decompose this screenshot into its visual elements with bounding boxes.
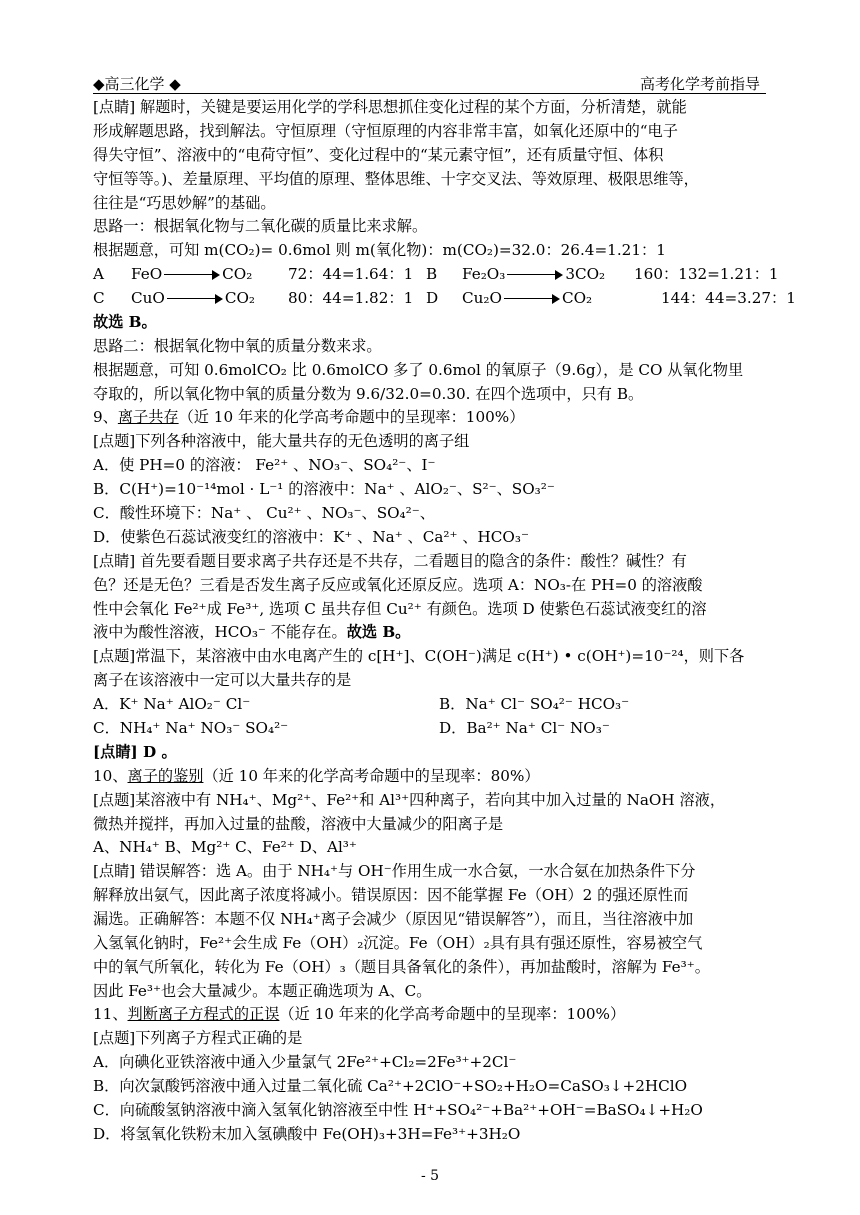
text-line: A、NH₄⁺ B、Mg²⁺ C、Fe²⁺ D、Al³⁺ — [93, 838, 357, 856]
text-line: 因此 Fe³⁺也会大量减少。本题正确选项为 A、C。 — [93, 982, 432, 1000]
answer-line: 故选 B。 — [93, 313, 157, 331]
section-number: 11、 — [93, 1005, 128, 1023]
text-line: A．使 PH=0 的溶液： Fe²⁺ 、NO₃⁻、SO₄²⁻、I⁻ — [93, 456, 436, 474]
text-line: [点睛] 解题时，关键是要运用化学的学科思想抓住变化过程的某个方面，分析清楚，就能 — [93, 98, 687, 116]
text-line: [点题]某溶液中有 NH₄⁺、Mg²⁺、Fe²⁺和 Al³⁺四种离子，若向其中加入过量的 NaOH 溶液， — [93, 791, 726, 809]
text-line: 得失守恒”、溶液中的“电荷守恒”、变化过程中的“某元素守恒”，还有质量守恒、体积 — [93, 146, 664, 164]
text-span: 液中为酸性溶液，HCO₃⁻ 不能存在。 — [93, 623, 347, 641]
text-line: 根据题意，可知 0.6molCO₂ 比 0.6molCO 多了 0.6mol 的氧原子（9.6g），是 CO 从氧化物里 — [93, 361, 744, 379]
section-title: 离子共存 — [117, 408, 179, 426]
header-right: 高考化学考前指导 — [639, 75, 760, 93]
text-line: 守恒等等。)、差量原理、平均值的原理、整体思维、十字交叉法、等效原理、极限思维等， — [93, 170, 699, 188]
text-line — [93, 623, 773, 641]
text-line: 中的氧气所氧化，转化为 Fe（OH）₃（题目具备氧化的条件），再加盐酸时，溶解为 Fe³⁺。 — [93, 958, 710, 976]
text-line: 色？还是无色？三看是否发生离子反应或氧化还原反应。选项 A：NO₃-在 PH=0 的溶液酸 — [93, 576, 703, 594]
formula-right: CO₂ — [224, 289, 256, 307]
section-note: （近 10 年来的化学高考命题中的呈现率：80%） — [203, 767, 540, 785]
text-line: 漏选。正确解答：本题不仅 NH₄⁺离子会减少（原因见“错误解答”），而且，当往溶液中加 — [93, 910, 694, 928]
text-line: 形成解题思路，找到解法。守恒原理（守恒原理的内容非常丰富，如氧化还原中的“电子 — [93, 122, 678, 140]
option-a: A．K⁺ Na⁺ AlO₂⁻ Cl⁻ — [93, 695, 251, 713]
section-number: 10、 — [93, 767, 128, 785]
section-heading — [93, 408, 773, 426]
text-line: 离子在该溶液中一定可以大量共存的是 — [93, 671, 352, 689]
section-number: 9、 — [93, 408, 118, 426]
text-line: 夺取的，所以氧化物中氧的质量分数为 9.6/32.0=0.30. 在四个选项中，只有 B。 — [93, 385, 644, 403]
option-label: C — [93, 289, 105, 307]
formula-left: CuO — [131, 289, 165, 307]
formula — [131, 265, 252, 283]
option-label: B — [426, 265, 438, 283]
text-line: 思路二：根据氧化物中氧的质量分数来求。 — [93, 337, 382, 355]
section-heading — [93, 1005, 773, 1023]
text-line: D．将氢氧化铁粉末加入氢碘酸中 Fe(OH)₃+3H=Fe³⁺+3H₂O — [93, 1125, 521, 1143]
arrow-icon — [164, 270, 220, 280]
page-number: - 5 — [420, 1168, 440, 1184]
text-line: A．向碘化亚铁溶液中通入少量氯气 2Fe²⁺+Cl₂=2Fe³⁺+2Cl⁻ — [93, 1053, 517, 1071]
arrow-icon — [504, 294, 560, 304]
formula-left: Fe₂O₃ — [462, 265, 506, 283]
text-line: [点睛] 错误解答：选 A。由于 NH₄⁺与 OH⁻作用生成一水合氨，一水合氨在加热条件下分 — [93, 862, 696, 880]
formula-right: 3CO₂ — [565, 265, 606, 283]
text-line: C．酸性环境下：Na⁺ 、 Cu²⁺ 、NO₃⁻、SO₄²⁻、 — [93, 504, 435, 522]
formula — [462, 289, 592, 307]
header-left: ◆高三化学 ◆ — [93, 75, 181, 93]
text-line: 根据题意，可知 m(CO₂)= 0.6mol 则 m(氧化物)：m(CO₂)=32.0：26.4=1.21：1 — [93, 241, 666, 259]
text-line: 往往是“巧思妙解”的基础。 — [93, 194, 276, 212]
section-heading — [93, 767, 773, 785]
ratio: 144：44=3.27：1 — [661, 289, 796, 307]
formula-right: CO₂ — [561, 289, 593, 307]
formula-left: FeO — [131, 265, 163, 283]
option-label: D — [426, 289, 439, 307]
text-line: D．使紫色石蕊试液变红的溶液中：K⁺ 、Na⁺ 、Ca²⁺ 、HCO₃⁻ — [93, 528, 529, 546]
ratio: 72：44=1.64：1 — [288, 265, 414, 283]
text-line: [点题]常温下，某溶液中由水电离产生的 c[H⁺]、C(OH⁻)满足 c(H⁺) • c(OH⁺)=10⁻²⁴，则下各 — [93, 647, 745, 665]
text-line: 思路一：根据氧化物与二氧化碳的质量比来求解。 — [93, 217, 428, 235]
formula-left: Cu₂O — [462, 289, 502, 307]
text-line: B．向次氯酸钙溶液中通入过量二氧化硫 Ca²⁺+2ClO⁻+SO₂+H₂O=CaSO₃↓+2HClO — [93, 1077, 688, 1095]
section-title: 判断离子方程式的正误 — [127, 1005, 280, 1023]
section-note: （近 10 年来的化学高考命题中的呈现率：100%） — [178, 408, 525, 426]
text-line: 微热并搅拌，再加入过量的盐酸，溶液中大量减少的阳离子是 — [93, 815, 504, 833]
text-line: C．向硫酸氢钠溶液中滴入氢氧化钠溶液至中性 H⁺+SO₄²⁻+Ba²⁺+OH⁻=BaSO₄↓+H₂O — [93, 1101, 703, 1119]
answer-span: 故选 B。 — [346, 623, 411, 641]
section-title: 离子的鉴别 — [127, 767, 204, 785]
text-line: B．C(H⁺)=10⁻¹⁴mol · L⁻¹ 的溶液中：Na⁺ 、AlO₂⁻、S²⁻、SO₃²⁻ — [93, 480, 555, 498]
header-divider — [93, 93, 766, 94]
option-d: D．Ba²⁺ Na⁺ Cl⁻ NO₃⁻ — [439, 719, 610, 737]
option-b: B．Na⁺ Cl⁻ SO₄²⁻ HCO₃⁻ — [439, 695, 630, 713]
formula — [462, 265, 605, 283]
arrow-icon — [507, 270, 563, 280]
answer-line: [点睛] D 。 — [93, 743, 177, 761]
option-label: A — [93, 265, 104, 283]
text-line: 解释放出氨气，因此离子浓度将减小。错误原因：因不能掌握 Fe（OH）2 的强还原性而 — [93, 886, 689, 904]
text-line: 入氢氧化钠时，Fe²⁺会生成 Fe（OH）₂沉淀。Fe（OH）₂具有具有强还原性，容易被空气 — [93, 934, 703, 952]
section-note: （近 10 年来的化学高考命题中的呈现率：100%） — [279, 1005, 626, 1023]
ratio: 80：44=1.82：1 — [288, 289, 414, 307]
arrow-icon — [167, 294, 223, 304]
ratio: 160：132=1.21：1 — [634, 265, 779, 283]
text-line: [点题]下列各种溶液中，能大量共存的无色透明的离子组 — [93, 432, 470, 450]
formula-right: CO₂ — [222, 265, 253, 283]
option-c: C．NH₄⁺ Na⁺ NO₃⁻ SO₄²⁻ — [93, 719, 289, 737]
text-line: 性中会氧化 Fe²⁺成 Fe³⁺, 选项 C 虽共存但 Cu²⁺ 有颜色。选项 D 使紫色石蕊试液变红的溶 — [93, 600, 707, 618]
text-line: [点睛] 首先要看题目要求离子共存还是不共存，二看题目的隐含的条件：酸性？碱性？有 — [93, 552, 687, 570]
formula — [131, 289, 255, 307]
text-line: [点题]下列离子方程式正确的是 — [93, 1029, 303, 1047]
